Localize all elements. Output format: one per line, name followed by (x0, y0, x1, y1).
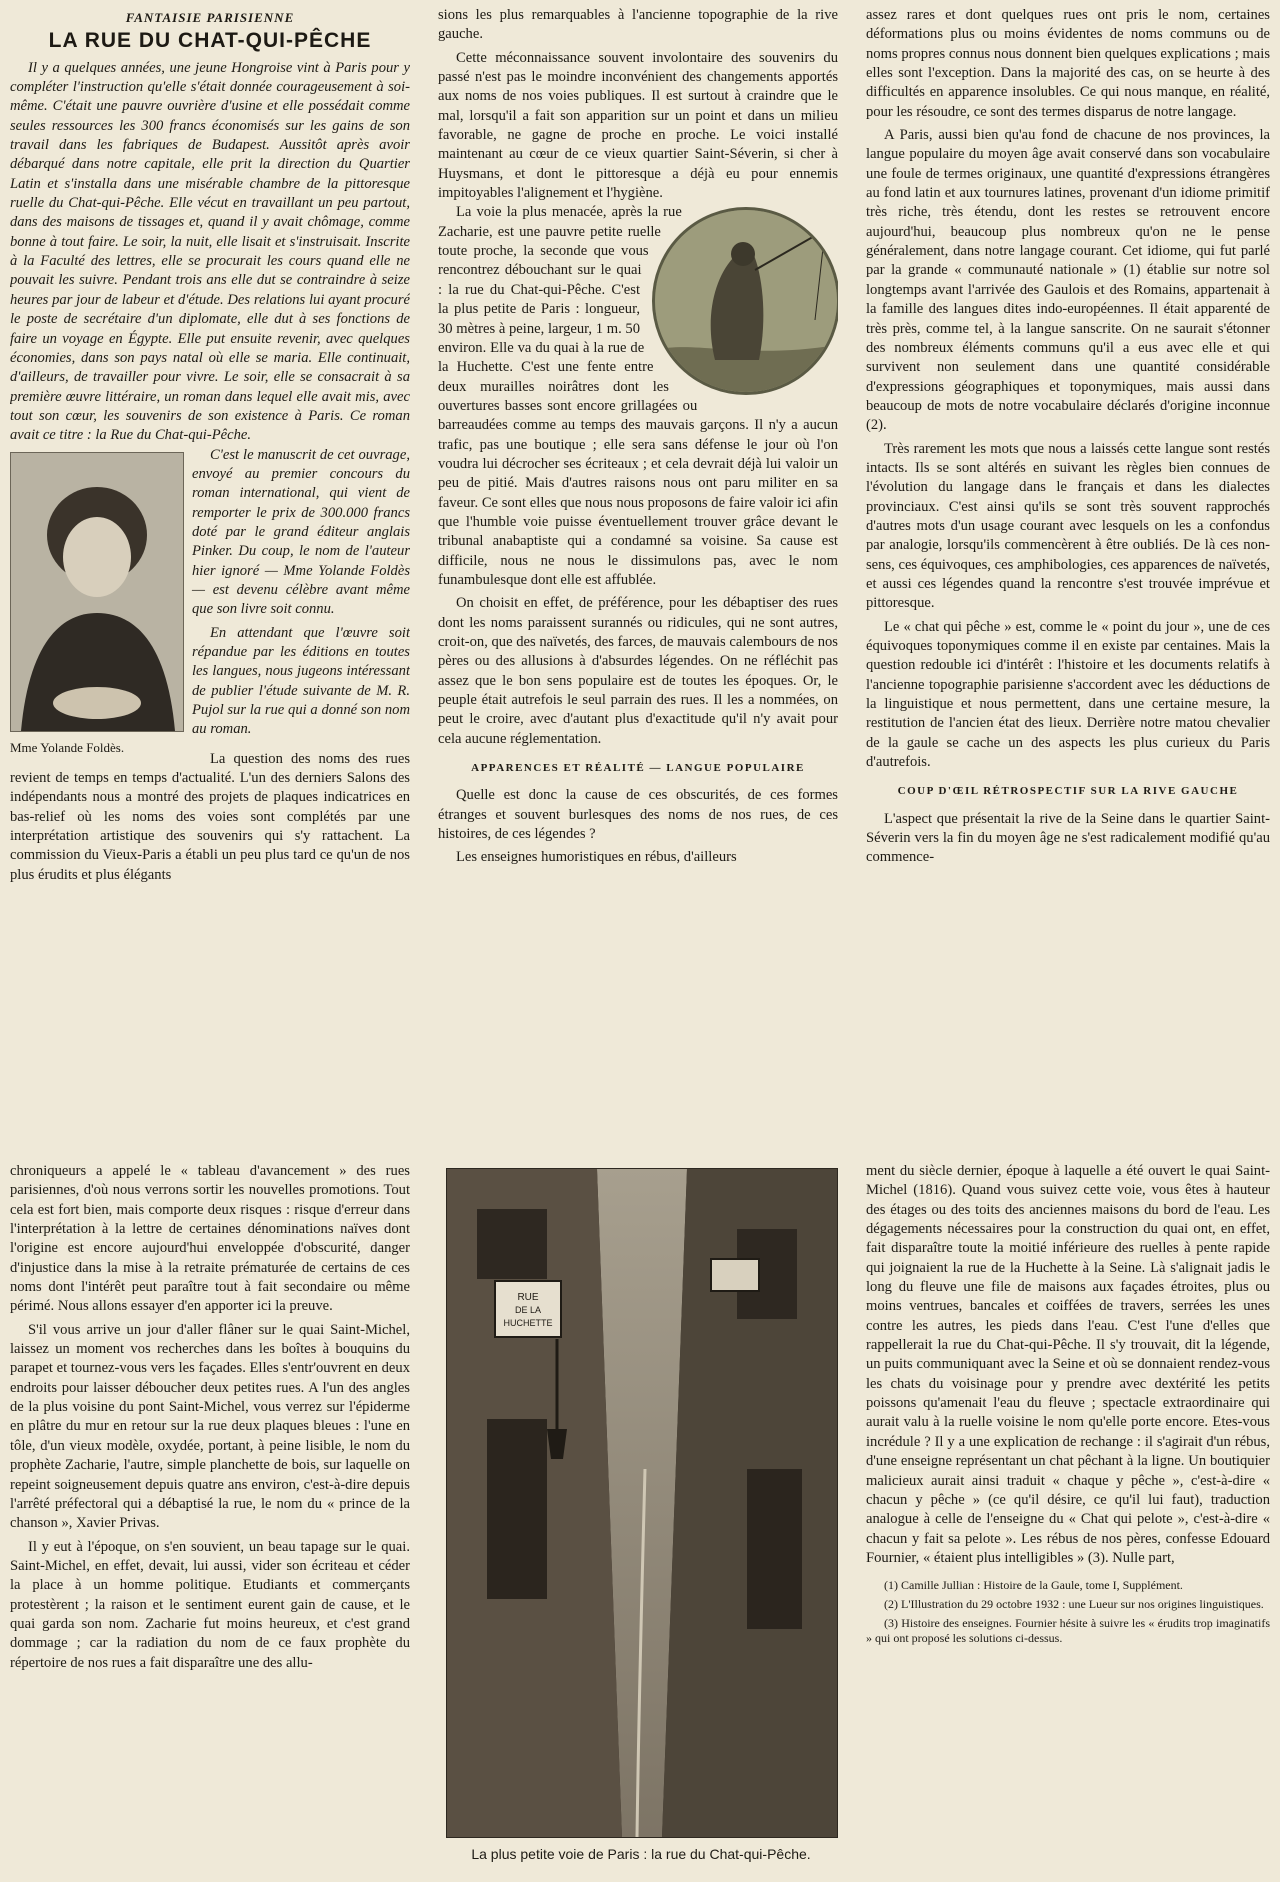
body-paragraph: Il y eut à l'époque, on s'en souvient, un beau tapage sur le quai. Saint-Michel, en effet, devait, lui aussi, vider son écriteau et céder la place à un homme politique. Etudiants et commerçants protestèrent ; la raison et le sentiment eurent gain de cause, et le quai garda son nom. Zacharie fut moins heureux, et c'est grand dommage ; car la radiation du nom de ce faux prophète du répertoire de nos rues a fait disparaître une des allu- (10, 1538, 410, 1671)
intro-paragraph: C'est le manuscrit de cet ouvrage, envoyé au premier concours du roman international, qui vient de remporter le prix de 300.000 francs doté par le grand éditeur anglais Pinker. Du coup, le nom de l'auteur hier ignoré — Mme Yolande Foldès — est devenu célèbre avant même que son livre soit connu. (192, 446, 410, 618)
body-paragraph: Cette méconnaissance souvent involontaire des souvenirs du passé n'est pas le moindre inconvénient des changements apportés aux noms de nos voies publiques. Il est surtout à craindre que le mal, lorsqu'il a fait son apparition sur un point et dans un milieu favorable, ne gagne de proche en proche. Le voici installé maintenant au cœur de ce vieux quartier Saint-Séverin, si cher à Huysmans, et dont le pittoresque a déjà eu pour ennemis impitoyables l'alignement et l'hygiène. (438, 49, 838, 202)
body-paragraph: A Paris, aussi bien qu'au fond de chacune de nos provinces, la langue populaire du moyen âge avait conservé dans son vocabulaire une foule de termes originaux, une quantité d'expressions étrangères au fond latin et aux tournures latines, provenant d'un idiome primitif très riche, très étendu, dont les restes se retrouvent encore aujourd'hui, beaucoup plus nombreux qu'on ne le pense généralement, dans notre langage courant. Cet idiome, qui fut parlé par la grande « communauté nationale » (1) établie sur notre sol longtemps avant l'arrivée des Gaulois et des Romains, appartenait à la famille des langues dites indo-européennes. Il était apparenté de très près, comme tel, à la langue sanscrite. On ne saurait s'étonner des nombreux éléments communs qu'il a eus avec elle et qui survivent non seulement dans une quantité considérable d'expressions géographiques et toponymiques, mais aussi dans beaucoup de mots de notre vocabulaire déclarés d'origine inconnue (2). (866, 127, 1270, 434)
body-paragraph: La voie la plus menacée, après la rue Zacharie, est une pauvre petite ruelle toute proche, la seconde que vous rencontrez débouchant sur le quai : la rue du Chat-qui-Pêche. C'est la plus petite de Paris : longueur, 30 mètres à peine, largeur, 1 m. 50 environ. Elle va du quai à la rue de la Huchette. C'est une fente entre deux murailles noirâtres dont les ouvertures basses sont encore grillagées ou barreaudées comme au temps des mauvais garçons. Il n'y a aucun trafic, pas une boutique ; elle sera sans défense le jour où l'on voudra lui décrocher ses écriteaux ; et cela devrait déjà lui valoir un peu de pitié. Mais d'autres raisons nous ont paru militer en sa faveur. Ce sont elles que nous nous proposons de faire valoir ici afin que l'humble voie puisse éventuellement trouver grâce devant le tribunal anabaptiste qui a condamné sa voisine. Sa cause est difficile, nous ne nous le dissimulons pas, avec le nom funambulesque dont elle est affublée. (438, 204, 838, 588)
portrait-caption: Mme Yolande Foldès. (10, 739, 125, 755)
intro (10, 59, 410, 755)
footnote: (1) Camille Jullian : Histoire de la Gaule, tome I, Supplément. (884, 1578, 1183, 1593)
portrait-figure (10, 452, 182, 757)
footnotes (866, 1578, 1270, 1646)
body-paragraph: S'il vous arrive un jour d'aller flâner sur le quai Saint-Michel, laissez un moment vos recherches dans les boîtes à bouquins du parapet et tournez-vous vers les façades. Elles s'entr'ouvrent en deux endroits pour laisser déboucher deux petites rues. A l'un des angles de la plus voisine du pont Saint-Michel, vous verrez sur l'épiderme en plâtre du mur en retour sur la rue deux plaques bleues : l'une en tôle, d'un vieux modèle, oxydée, portant, à peine lisible, le nom du prophète Zacharie, l'autre, simple planchette de bois, sur laquelle on repeint soigneusement depuis quatre ans environ, c'est-à-dire depuis l'arrêté préfectoral qui a débaptisé la rue, le nom du « prince de la chanson », Xavier Privas. (10, 1321, 410, 1532)
sign-line-2: DE LA (514, 1305, 542, 1315)
footnote: (3) Histoire des enseignes. Fournier hésite à suivre les « érudits trop imaginatifs » qui ont proposé les solutions ci-dessus. (866, 1616, 1270, 1646)
section-subhead: APPARENCES ET RÉALITÉ — LANGUE POPULAIRE (471, 762, 805, 775)
bottom-right-column (866, 1162, 1270, 1878)
body-paragraph: On choisit en effet, de préférence, pour les débaptiser des rues dont les noms paraissent surannés ou ridicules, qui ne sont autres, croit-on, que des naïvetés, des farces, de mauvais calembours de nos pères ou des allusions à d'absurdes légendes. On ne réfléchit pas assez que le bon sens populaire est de toutes les époques. Or, le peuple était autrefois le seul parrain des rues. Il les a nommées, on peut le croire, avec d'autant plus d'exactitude qu'il n'y avait pour cela aucune réglementation. (438, 595, 838, 747)
footnote: (2) L'Illustration du 29 octobre 1932 : une Lueur sur nos origines linguistiques. (884, 1597, 1264, 1612)
section-subhead: COUP D'ŒIL RÉTROSPECTIF SUR LA RIVE GAUCHE (897, 785, 1239, 798)
bottom-left-column (10, 1162, 410, 1878)
body-paragraph: L'aspect que présentait la rive de la Seine dans le quartier Saint-Séverin vers la fin du moyen âge ne s'est radicalement modifié qu'au commence- (866, 810, 1270, 866)
portrait-photo (10, 452, 184, 732)
body-paragraph: Très rarement les mots que nous a laissés cette langue sont restés intacts. Ils se sont altérés en suivant les règles bien connues de l'évolution du langage dans le français et dans les dialectes provinciaux. C'est ainsi qu'ils se sont très souvent rapprochés d'autres mots d'un usage courant avec lesquels on les a confondus par analogie, lorsqu'ils commencèrent à être oubliés. De là ces non-sens, ces équivoques, ces amphibologies, ces apparences de naïvetés, et aussi ces légendes quand la rencontre s'est trouvée imprévue et pittoresque. (866, 440, 1270, 612)
intro-paragraph: En attendant que l'œuvre soit répandue par les éditions en toutes les langues, nous jugeons intéressant de publier l'étude suivante de M. R. Pujol sur la rue qui a donné son nom au roman. (192, 624, 410, 738)
intro-paragraph: Il y a quelques années, une jeune Hongroise vint à Paris pour y compléter l'instruction qu'elle s'était donnée courageusement à soi-même. C'était une pauvre ouvrière d'usine et elle possédait comme seules ressources les 300 francs économisés sur les gains de son travail dans les fabriques de Budapest. Aussitôt après avoir débarqué dans notre capitale, elle prit la direction du Quartier Latin et s'installa dans une misérable chambre de la pittoresque ruelle du Chat-qui-Pêche. Elle vécut en travaillant un peu partout, dans des maisons de tissages et, quand il y avait chômage, comme bonne à tout faire. Le soir, la nuit, elle lisait et s'instruisait. Inscrite à la Faculté des lettres, elle se procurait les cours quand elle ne pouvait les suivre. Pendant trois ans elle dut se contraindre à seize heures par jour de labeur et d'étude. Des relations lui ayant procuré le poste de secrétaire d'un diplomate, elle dut à ses fonctions de faire un voyage en Égypte. Elle put ensuite revenir, avec quelques économies, dans son pays natal où elle se maria. Elle continuait, d'ailleurs, de travailler pour vivre. Le soir, elle se consacrait à sa première œuvre littéraire, un roman dans lequel elle avait mis, avec tout son cœur, les souvenirs de son existence à Paris. Ce roman avait ce titre : la Rue du Chat-qui-Pêche. (10, 59, 410, 444)
cat-fishing-illustration (648, 203, 838, 403)
kicker: FANTAISIE PARISIENNE (125, 10, 295, 25)
body-paragraph: chroniqueurs a appelé le « tableau d'avancement » des rues parisiennes, d'où nous verrons sortir les nouvelles promotions. Tout cela est fort bien, mais comporte deux risques : risque d'erreur dans l'interprétation à la lettre de certaines dénominations naïves dont l'origine est encore aujourd'hui enveloppée d'obscurité, danger d'injustice dans la mise à la retraite prématurée de certains de ces noms dont l'intérêt peut paraître tout à fait secondaire ou même périmé. Nous allons essayer d'en apporter ici la preuve. (10, 1163, 410, 1315)
article-title: LA RUE DU CHAT-QUI-PÊCHE (48, 29, 372, 53)
body-paragraph: La question des noms des rues revient de temps en temps d'actualité. L'un des derniers Salons des indépendants nous a montré des projets de plaques indicatrices en bas-relief où les noms des voies sont complétés par une interprétation artistique des souvenirs qui s'y rattachent. La commission du Vieux-Paris a établi un peu plus tard ce qu'un de nos plus érudits et plus élégants (10, 750, 410, 883)
sign-line-1: RUE (517, 1292, 539, 1303)
column-2 (438, 6, 838, 1156)
body-paragraph: Quelle est donc la cause de ces obscurités, de ces formes étranges et souvent burlesques des noms de nos rues, de ces histoires, de ces légendes ? (438, 787, 838, 843)
column-3 (866, 6, 1270, 1156)
body-paragraph: Le « chat qui pêche » est, comme le « point du jour », une de ces équivoques toponymiques comme il en existe par centaines. Mais la question redouble ici d'intérêt : l'histoire et les documents relatifs à l'ancienne topographie parisienne s'accordent avec les déductions de la linguistique et nous permettent, dans une certaine mesure, la restitution de l'ancien état des lieux. Derrière notre matou chevalier de la gaule se cache un des aspects les plus curieux du Paris d'autrefois. (866, 618, 1270, 771)
photo-caption: La plus petite voie de Paris : la rue du Chat-qui-Pêche. (471, 1846, 811, 1862)
street-photo (446, 1168, 838, 1838)
body-paragraph: assez rares et dont quelques rues ont pris le nom, certaines déformations plus ou moins évidentes de noms communs ou de noms propres connus nous donnent bien quelques explications ; mais elles sont l'exception. Dans la majorité des cas, on se heurte à des difficultés en apparence insolubles. Ce qui nous manque, en réalité, pour les résoudre, ce sont des termes disparus de notre langage. (866, 7, 1270, 120)
medallion (652, 207, 838, 395)
body-paragraph: ment du siècle dernier, époque à laquelle a été ouvert le quai Saint-Michel (1816). Quand vous suivez cette voie, vous êtes à hauteur des étages ou des toits des anciennes maisons du bord de l'eau. Les dégagements nécessaires pour la construction du quai ont, en effet, fait disparaître toute la moitié inférieure des ruelles à pente rapide qui joignaient la rue de la Huchette à la Seine. Là s'alignait jadis le long du fleuve une file de maisons aux façades étroites, plus ou moins ventrues, bancales et coiffées de travers, serrées les unes contre les autres, les pieds dans l'eau. C'est l'une d'elles que rappellerait la rue du Chat-qui-Pêche. Il s'y trouvait, dit la légende, un puits communiquant avec la Seine et où se donnaient rendez-vous les chats du voisinage pour y prendre avec dextérité les petits poissons qu'amenait l'eau du fleuve ; spectacle extraordinaire qui aurait valu à la ruelle voisine le nom qu'elle porte encore. Etes-vous incrédule ? Il y a une explication de rechange : il s'agirait d'un rébus, d'une enseigne représentant un chat pêchant à la ligne. Un boutiquier malicieux aurait ainsi traduit « chaque y pêche », c'est-à-dire « chacun y pêche » (ce qu'il désire, ce qu'il lui faut), traduction analogue à celle de l'enseigne du « Chat qui pelote », c'est-à-dire « chacun y fait sa pelote ». Les rébus de nos pères, confesse Edouard Fournier, « étaient plus intelligibles » (3). Nulle part, (866, 1163, 1270, 1566)
sign-line-3: HUCHETTE (503, 1318, 553, 1328)
body-paragraph: Les enseignes humoristiques en rébus, d'ailleurs (456, 849, 737, 866)
body-paragraph: sions les plus remarquables à l'ancienne topographie de la rive gauche. (438, 7, 838, 43)
column-1 (10, 6, 410, 1162)
